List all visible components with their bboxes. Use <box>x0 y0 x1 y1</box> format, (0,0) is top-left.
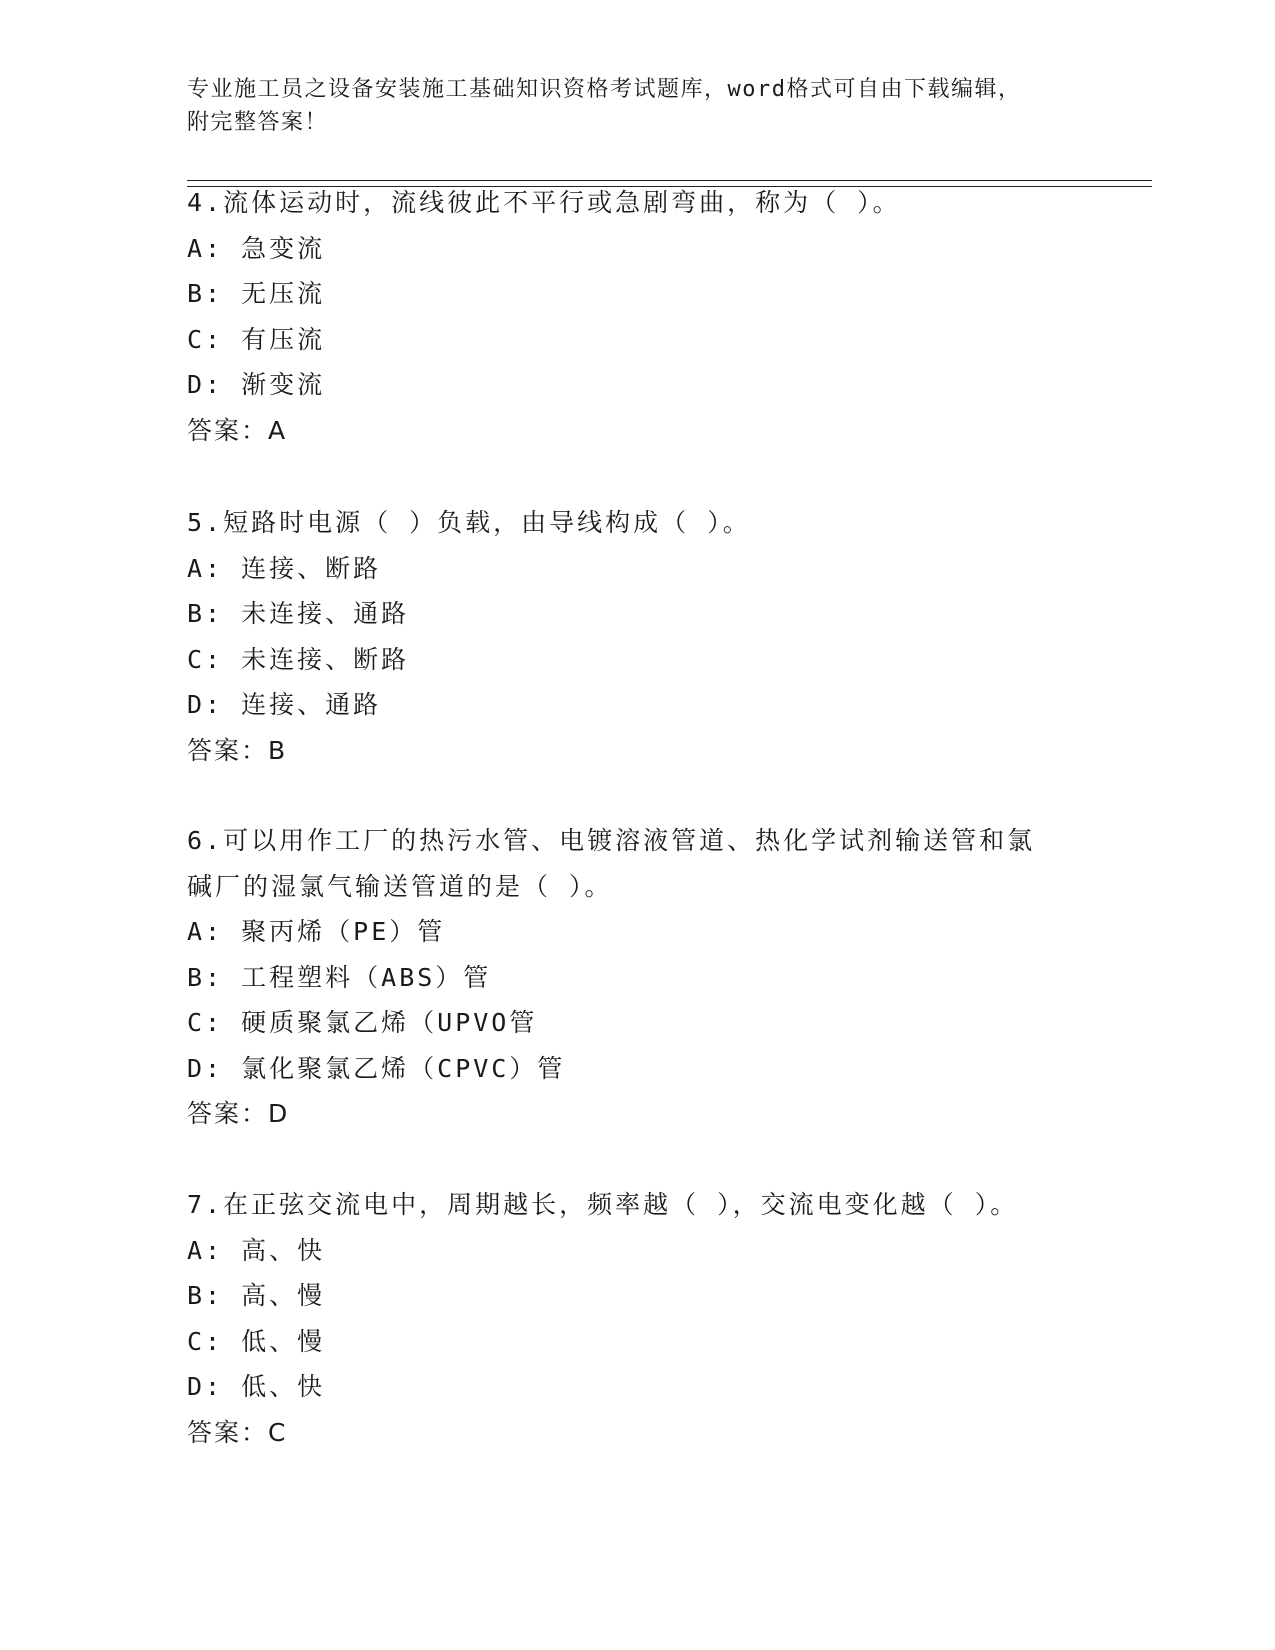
answer: 答案：B <box>187 735 288 765</box>
answer: 答案：D <box>187 1099 290 1128</box>
question-6 <box>187 818 1152 1137</box>
option-d: D: 连接、通路 <box>187 690 382 719</box>
document-header <box>187 73 1067 139</box>
header-line-2: 附完整答案！ <box>187 110 329 135</box>
question-4 <box>187 180 1152 453</box>
option-b: B: 工程塑料（ABS）管 <box>187 962 492 992</box>
option-b: B: 高、慢 <box>187 1281 326 1310</box>
option-c: C: 未连接、断路 <box>187 644 410 674</box>
option-a: A: 连接、断路 <box>187 553 382 583</box>
option-a: A: 聚丙烯（PE）管 <box>187 917 446 946</box>
option-d: D: 渐变流 <box>187 370 326 399</box>
question-5 <box>187 500 1152 773</box>
option-c: C: 有压流 <box>187 324 326 354</box>
option-a: A: 急变流 <box>187 233 326 263</box>
option-d: D: 氯化聚氯乙烯（CPVC）管 <box>187 1053 566 1083</box>
option-a: A: 高、快 <box>187 1235 326 1265</box>
option-c: C: 低、慢 <box>187 1326 326 1356</box>
header-line-1: 专业施工员之设备安装施工基础知识资格考试题库，word格式可自由下载编辑， <box>187 77 1022 102</box>
option-d: D: 低、快 <box>187 1372 326 1401</box>
option-b: B: 无压流 <box>187 279 326 308</box>
answer: 答案：A <box>187 415 288 445</box>
option-b: B: 未连接、通路 <box>187 599 410 628</box>
question-stem-line-1: 6.可以用作工厂的热污水管、电镀溶液管道、热化学试剂输送管和氯 <box>187 826 1036 855</box>
option-c: C: 硬质聚氯乙烯（UPVO管 <box>187 1008 538 1037</box>
question-stem: 4.流体运动时，流线彼此不平行或急剧弯曲，称为（ ）。 <box>187 188 901 217</box>
question-stem: 7.在正弦交流电中，周期越长，频率越（ ），交流电变化越（ ）。 <box>187 1190 1019 1219</box>
question-stem: 5.短路时电源（ ）负载，由导线构成（ ）。 <box>187 508 751 537</box>
question-stem-line-2: 碱厂的湿氯气输送管道的是（ ）。 <box>187 871 613 901</box>
answer: 答案：C <box>187 1417 288 1447</box>
question-7 <box>187 1182 1152 1455</box>
